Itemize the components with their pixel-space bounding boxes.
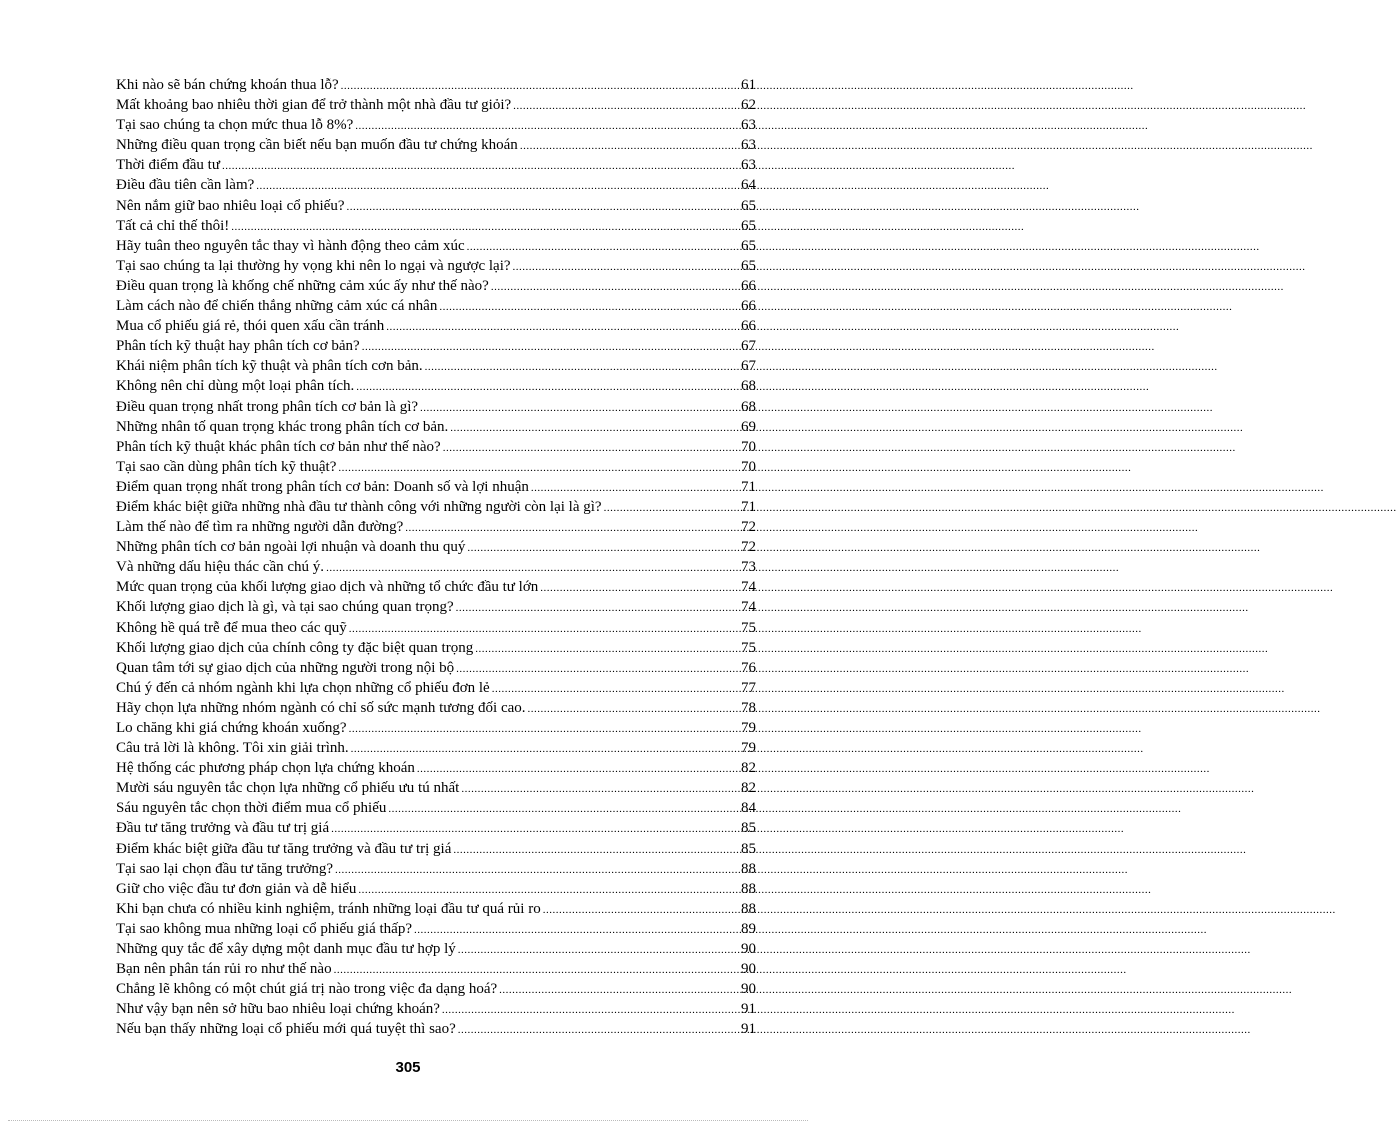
toc-entry-title: Hãy chọn lựa những nhóm ngành có chỉ số sức mạnh tương đối cao. — [116, 699, 526, 716]
toc-dot-leader — [362, 337, 740, 357]
toc-dot-leader — [467, 538, 740, 558]
bottom-divider — [8, 1120, 808, 1121]
toc-entry — [116, 979, 756, 999]
toc-entry-title: Như vậy bạn nên sở hữu bao nhiêu loại chứng khoán? — [116, 1001, 440, 1018]
toc-entry-title: Điều đầu tiên cần làm? — [116, 177, 255, 194]
toc-entry — [116, 155, 756, 175]
toc-entry-page: 62 — [741, 97, 756, 114]
toc-entry — [116, 537, 756, 557]
toc-dot-leader — [491, 277, 740, 297]
toc-entry-title: Làm cách nào để chiến thắng những cảm xúc cá nhân — [116, 298, 438, 315]
toc-entry — [116, 417, 756, 437]
toc-dot-leader — [349, 719, 740, 739]
toc-entry — [116, 818, 756, 838]
toc-entry-title: Nên nắm giữ bao nhiêu loại cổ phiếu? — [116, 197, 345, 214]
toc-entry-title: Tại sao lại chọn đầu tư tăng trưởng? — [116, 860, 334, 877]
toc-entry — [116, 698, 756, 718]
toc-dot-leader — [256, 176, 740, 196]
toc-entry-page: 67 — [741, 338, 756, 355]
toc-entry — [116, 899, 756, 919]
toc-entry-title: Làm thế nào để tìm ra những người dẫn đường? — [116, 519, 404, 536]
toc-entry-title: Những nhân tố quan trọng khác trong phân tích cơ bản. — [116, 418, 449, 435]
table-of-contents — [116, 75, 756, 1040]
toc-entry — [116, 497, 756, 517]
toc-entry — [116, 216, 756, 236]
toc-dot-leader — [386, 317, 740, 337]
toc-entry-title: Sáu nguyên tắc chọn thời điểm mua cổ phiếu — [116, 800, 387, 817]
toc-dot-leader — [513, 257, 740, 277]
toc-entry — [116, 738, 756, 758]
toc-entry-title: Mức quan trọng của khối lượng giao dịch và những tổ chức đầu tư lớn — [116, 579, 539, 596]
toc-entry-page: 71 — [741, 478, 756, 495]
toc-entry-page: 88 — [741, 860, 756, 877]
toc-entry-page: 70 — [741, 458, 756, 475]
toc-entry-title: Thời điểm đầu tư — [116, 157, 220, 174]
toc-entry — [116, 376, 756, 396]
toc-dot-leader — [405, 518, 740, 538]
toc-entry-page: 90 — [741, 981, 756, 998]
toc-entry-page: 66 — [741, 298, 756, 315]
toc-entry-title: Mười sáu nguyên tắc chọn lựa những cổ phiếu ưu tú nhất — [116, 780, 460, 797]
toc-entry — [116, 959, 756, 979]
toc-entry-title: Khi bạn chưa có nhiều kinh nghiệm, tránh những loại đầu tư quá rủi ro — [116, 900, 541, 917]
toc-dot-leader — [414, 920, 740, 940]
toc-entry-title: Tại sao chúng ta lại thường hy vọng khi nên lo ngại và ngược lại? — [116, 257, 511, 274]
toc-entry — [116, 397, 756, 417]
toc-entry — [116, 115, 756, 135]
toc-dot-leader — [499, 980, 740, 1000]
toc-entry — [116, 638, 756, 658]
toc-entry — [116, 718, 756, 738]
toc-dot-leader — [456, 598, 740, 618]
toc-entry — [116, 296, 756, 316]
toc-dot-leader — [326, 558, 740, 578]
toc-entry-page: 91 — [741, 1021, 756, 1038]
toc-entry-page: 79 — [741, 740, 756, 757]
toc-entry-title: Mua cổ phiếu giá rẻ, thói quen xấu cần tránh — [116, 318, 385, 335]
toc-dot-leader — [358, 880, 740, 900]
toc-entry-title: Phân tích kỹ thuật khác phân tích cơ bản như thế nào? — [116, 438, 441, 455]
toc-entry-page: 66 — [741, 318, 756, 335]
toc-entry-title: Nếu bạn thấy những loại cổ phiếu mới quá tuyệt thì sao? — [116, 1021, 456, 1038]
toc-entry — [116, 919, 756, 939]
toc-entry-title: Khái niệm phân tích kỹ thuật và phân tích cơn bản. — [116, 358, 423, 375]
toc-dot-leader — [604, 498, 740, 518]
toc-entry — [116, 336, 756, 356]
toc-entry — [116, 557, 756, 577]
toc-dot-leader — [338, 458, 740, 478]
toc-entry-title: Không hề quá trễ để mua theo các quỹ — [116, 619, 347, 636]
toc-entry-page: 67 — [741, 358, 756, 375]
toc-entry — [116, 778, 756, 798]
toc-entry — [116, 256, 756, 276]
toc-entry-page: 68 — [741, 378, 756, 395]
toc-dot-leader — [417, 759, 740, 779]
toc-dot-leader — [356, 377, 740, 397]
toc-entry-title: Khối lượng giao dịch là gì, và tại sao chúng quan trọng? — [116, 599, 454, 616]
toc-dot-leader — [492, 679, 740, 699]
toc-entry-page: 82 — [741, 760, 756, 777]
toc-entry-page: 74 — [741, 579, 756, 596]
toc-dot-leader — [351, 739, 740, 759]
toc-entry — [116, 678, 756, 698]
toc-entry — [116, 135, 756, 155]
toc-entry-page: 76 — [741, 659, 756, 676]
toc-entry-page: 82 — [741, 780, 756, 797]
toc-dot-leader — [453, 840, 740, 860]
toc-dot-leader — [334, 960, 740, 980]
toc-entry-page: 65 — [741, 217, 756, 234]
toc-dot-leader — [222, 156, 740, 176]
toc-entry — [116, 175, 756, 195]
toc-entry — [116, 577, 756, 597]
toc-entry — [116, 316, 756, 336]
toc-entry-page: 85 — [741, 820, 756, 837]
toc-dot-leader — [540, 578, 740, 598]
toc-entry-title: Không nên chỉ dùng một loại phân tích. — [116, 378, 355, 395]
toc-dot-leader — [442, 1000, 740, 1020]
toc-entry — [116, 437, 756, 457]
toc-entry — [116, 798, 756, 818]
toc-entry — [116, 457, 756, 477]
toc-entry-page: 88 — [741, 880, 756, 897]
toc-entry-title: Tại sao chúng ta chọn mức thua lỗ 8%? — [116, 117, 354, 134]
toc-entry-page: 75 — [741, 619, 756, 636]
toc-dot-leader — [456, 659, 740, 679]
toc-entry-title: Tại sao cần dùng phân tích kỹ thuật? — [116, 458, 337, 475]
toc-entry-page: 70 — [741, 438, 756, 455]
toc-entry-page: 73 — [741, 559, 756, 576]
toc-dot-leader — [388, 799, 740, 819]
toc-entry-page: 72 — [741, 519, 756, 536]
toc-entry — [116, 236, 756, 256]
toc-entry-title: Những quy tắc để xây dựng một danh mục đầu tư hợp lý — [116, 941, 456, 958]
toc-entry-page: 88 — [741, 900, 756, 917]
toc-dot-leader — [420, 398, 740, 418]
toc-entry-page: 64 — [741, 177, 756, 194]
toc-entry — [116, 1019, 756, 1039]
toc-dot-leader — [349, 619, 740, 639]
toc-entry — [116, 597, 756, 617]
toc-entry-page: 63 — [741, 117, 756, 134]
toc-entry — [116, 356, 756, 376]
toc-entry-title: Chẳng lẽ không có một chút giá trị nào trong việc đa dạng hoá? — [116, 981, 498, 998]
toc-entry-page: 90 — [741, 941, 756, 958]
toc-dot-leader — [231, 217, 740, 237]
toc-entry — [116, 477, 756, 497]
toc-entry — [116, 879, 756, 899]
toc-dot-leader — [531, 478, 740, 498]
toc-entry-title: Chú ý đến cả nhóm ngành khi lựa chọn những cổ phiếu đơn lẻ — [116, 679, 490, 696]
toc-entry — [116, 839, 756, 859]
toc-entry-title: Và những dấu hiệu thác cần chú ý. — [116, 559, 325, 576]
toc-dot-leader — [341, 76, 740, 96]
toc-dot-leader — [461, 779, 740, 799]
toc-entry-page: 63 — [741, 137, 756, 154]
toc-dot-leader — [467, 237, 740, 257]
toc-entry-page: 84 — [741, 800, 756, 817]
toc-dot-leader — [331, 819, 740, 839]
toc-dot-leader — [458, 940, 740, 960]
toc-entry-page: 65 — [741, 237, 756, 254]
toc-entry-title: Hãy tuân theo nguyên tắc thay vì hành động theo cảm xúc — [116, 237, 465, 254]
toc-entry-title: Điểm khác biệt giữa những nhà đầu tư thành công với những người còn lại là gì? — [116, 498, 602, 515]
toc-dot-leader — [513, 96, 740, 116]
toc-entry-title: Điều quan trọng là khống chế những cảm xúc ấy như thế nào? — [116, 277, 489, 294]
toc-dot-leader — [355, 116, 740, 136]
toc-entry-page: 65 — [741, 197, 756, 214]
toc-dot-leader — [528, 699, 740, 719]
toc-entry-title: Khối lượng giao dịch của chính công ty đặc biệt quan trọng — [116, 639, 474, 656]
toc-entry-page: 89 — [741, 920, 756, 937]
toc-entry-title: Tại sao không mua những loại cổ phiếu giá thấp? — [116, 920, 412, 937]
toc-entry-title: Khi nào sẽ bán chứng khoán thua lỗ? — [116, 77, 339, 93]
toc-dot-leader — [458, 1020, 740, 1040]
toc-entry-page: 69 — [741, 418, 756, 435]
toc-entry-page: 78 — [741, 699, 756, 716]
toc-entry-page: 91 — [741, 1001, 756, 1018]
toc-entry-page: 75 — [741, 639, 756, 656]
toc-entry-title: Tất cả chỉ thế thôi! — [116, 217, 230, 234]
toc-entry — [116, 658, 756, 678]
toc-entry-page: 63 — [741, 157, 756, 174]
toc-entry-page: 65 — [741, 257, 756, 274]
toc-entry-title: Bạn nên phân tán rủi ro như thế nào — [116, 961, 332, 978]
toc-entry-page: 79 — [741, 720, 756, 736]
toc-dot-leader — [439, 297, 740, 317]
toc-dot-leader — [425, 357, 740, 377]
toc-entry-title: Điểm khác biệt giữa đầu tư tăng trưởng và đầu tư trị giá — [116, 840, 452, 857]
toc-entry — [116, 999, 756, 1019]
toc-entry-title: Những phân tích cơ bản ngoài lợi nhuận và doanh thu quý — [116, 539, 466, 556]
toc-entry-page: 85 — [741, 840, 756, 857]
toc-entry — [116, 618, 756, 638]
toc-dot-leader — [520, 136, 740, 156]
toc-entry-page: 66 — [741, 277, 756, 294]
toc-entry — [116, 95, 756, 115]
toc-entry — [116, 75, 756, 95]
toc-entry-page: 68 — [741, 398, 756, 415]
toc-dot-leader — [475, 639, 740, 659]
toc-entry-title: Lo chăng khi giá chứng khoán xuống? — [116, 720, 347, 736]
toc-entry-page: 71 — [741, 498, 756, 515]
page-number: 305 — [395, 1059, 421, 1076]
toc-entry — [116, 939, 756, 959]
toc-entry-page: 77 — [741, 679, 756, 696]
toc-dot-leader — [443, 438, 740, 458]
toc-entry-title: Những điều quan trọng cần biết nếu bạn muốn đầu tư chứng khoán — [116, 137, 518, 154]
toc-entry-title: Giữ cho việc đầu tư đơn giản và dễ hiểu — [116, 880, 357, 897]
toc-entry — [116, 517, 756, 537]
toc-entry-title: Phân tích kỹ thuật hay phân tích cơ bản? — [116, 338, 360, 355]
toc-dot-leader — [450, 418, 740, 438]
toc-entry — [116, 196, 756, 216]
toc-dot-leader — [346, 197, 740, 217]
toc-entry-title: Câu trả lời là không. Tôi xin giải trình. — [116, 740, 349, 757]
toc-entry-title: Đầu tư tăng trưởng và đầu tư trị giá — [116, 820, 330, 837]
toc-entry-page: 90 — [741, 961, 756, 978]
toc-entry — [116, 276, 756, 296]
toc-dot-leader — [335, 860, 740, 880]
toc-entry — [116, 859, 756, 879]
toc-entry-page: 61 — [741, 77, 756, 93]
toc-entry-title: Quan tâm tới sự giao dịch của những người trong nội bộ — [116, 659, 455, 676]
toc-entry — [116, 758, 756, 778]
toc-entry-title: Điều quan trọng nhất trong phân tích cơ bản là gì? — [116, 398, 419, 415]
toc-entry-page: 74 — [741, 599, 756, 616]
toc-entry-title: Điểm quan trọng nhất trong phân tích cơ bản: Doanh số và lợi nhuận — [116, 478, 529, 495]
toc-entry-page: 72 — [741, 539, 756, 556]
toc-entry-title: Mất khoảng bao nhiêu thời gian để trở thành một nhà đầu tư giỏi? — [116, 97, 512, 114]
toc-dot-leader — [543, 900, 740, 920]
toc-entry-title: Hệ thống các phương pháp chọn lựa chứng khoán — [116, 760, 415, 777]
